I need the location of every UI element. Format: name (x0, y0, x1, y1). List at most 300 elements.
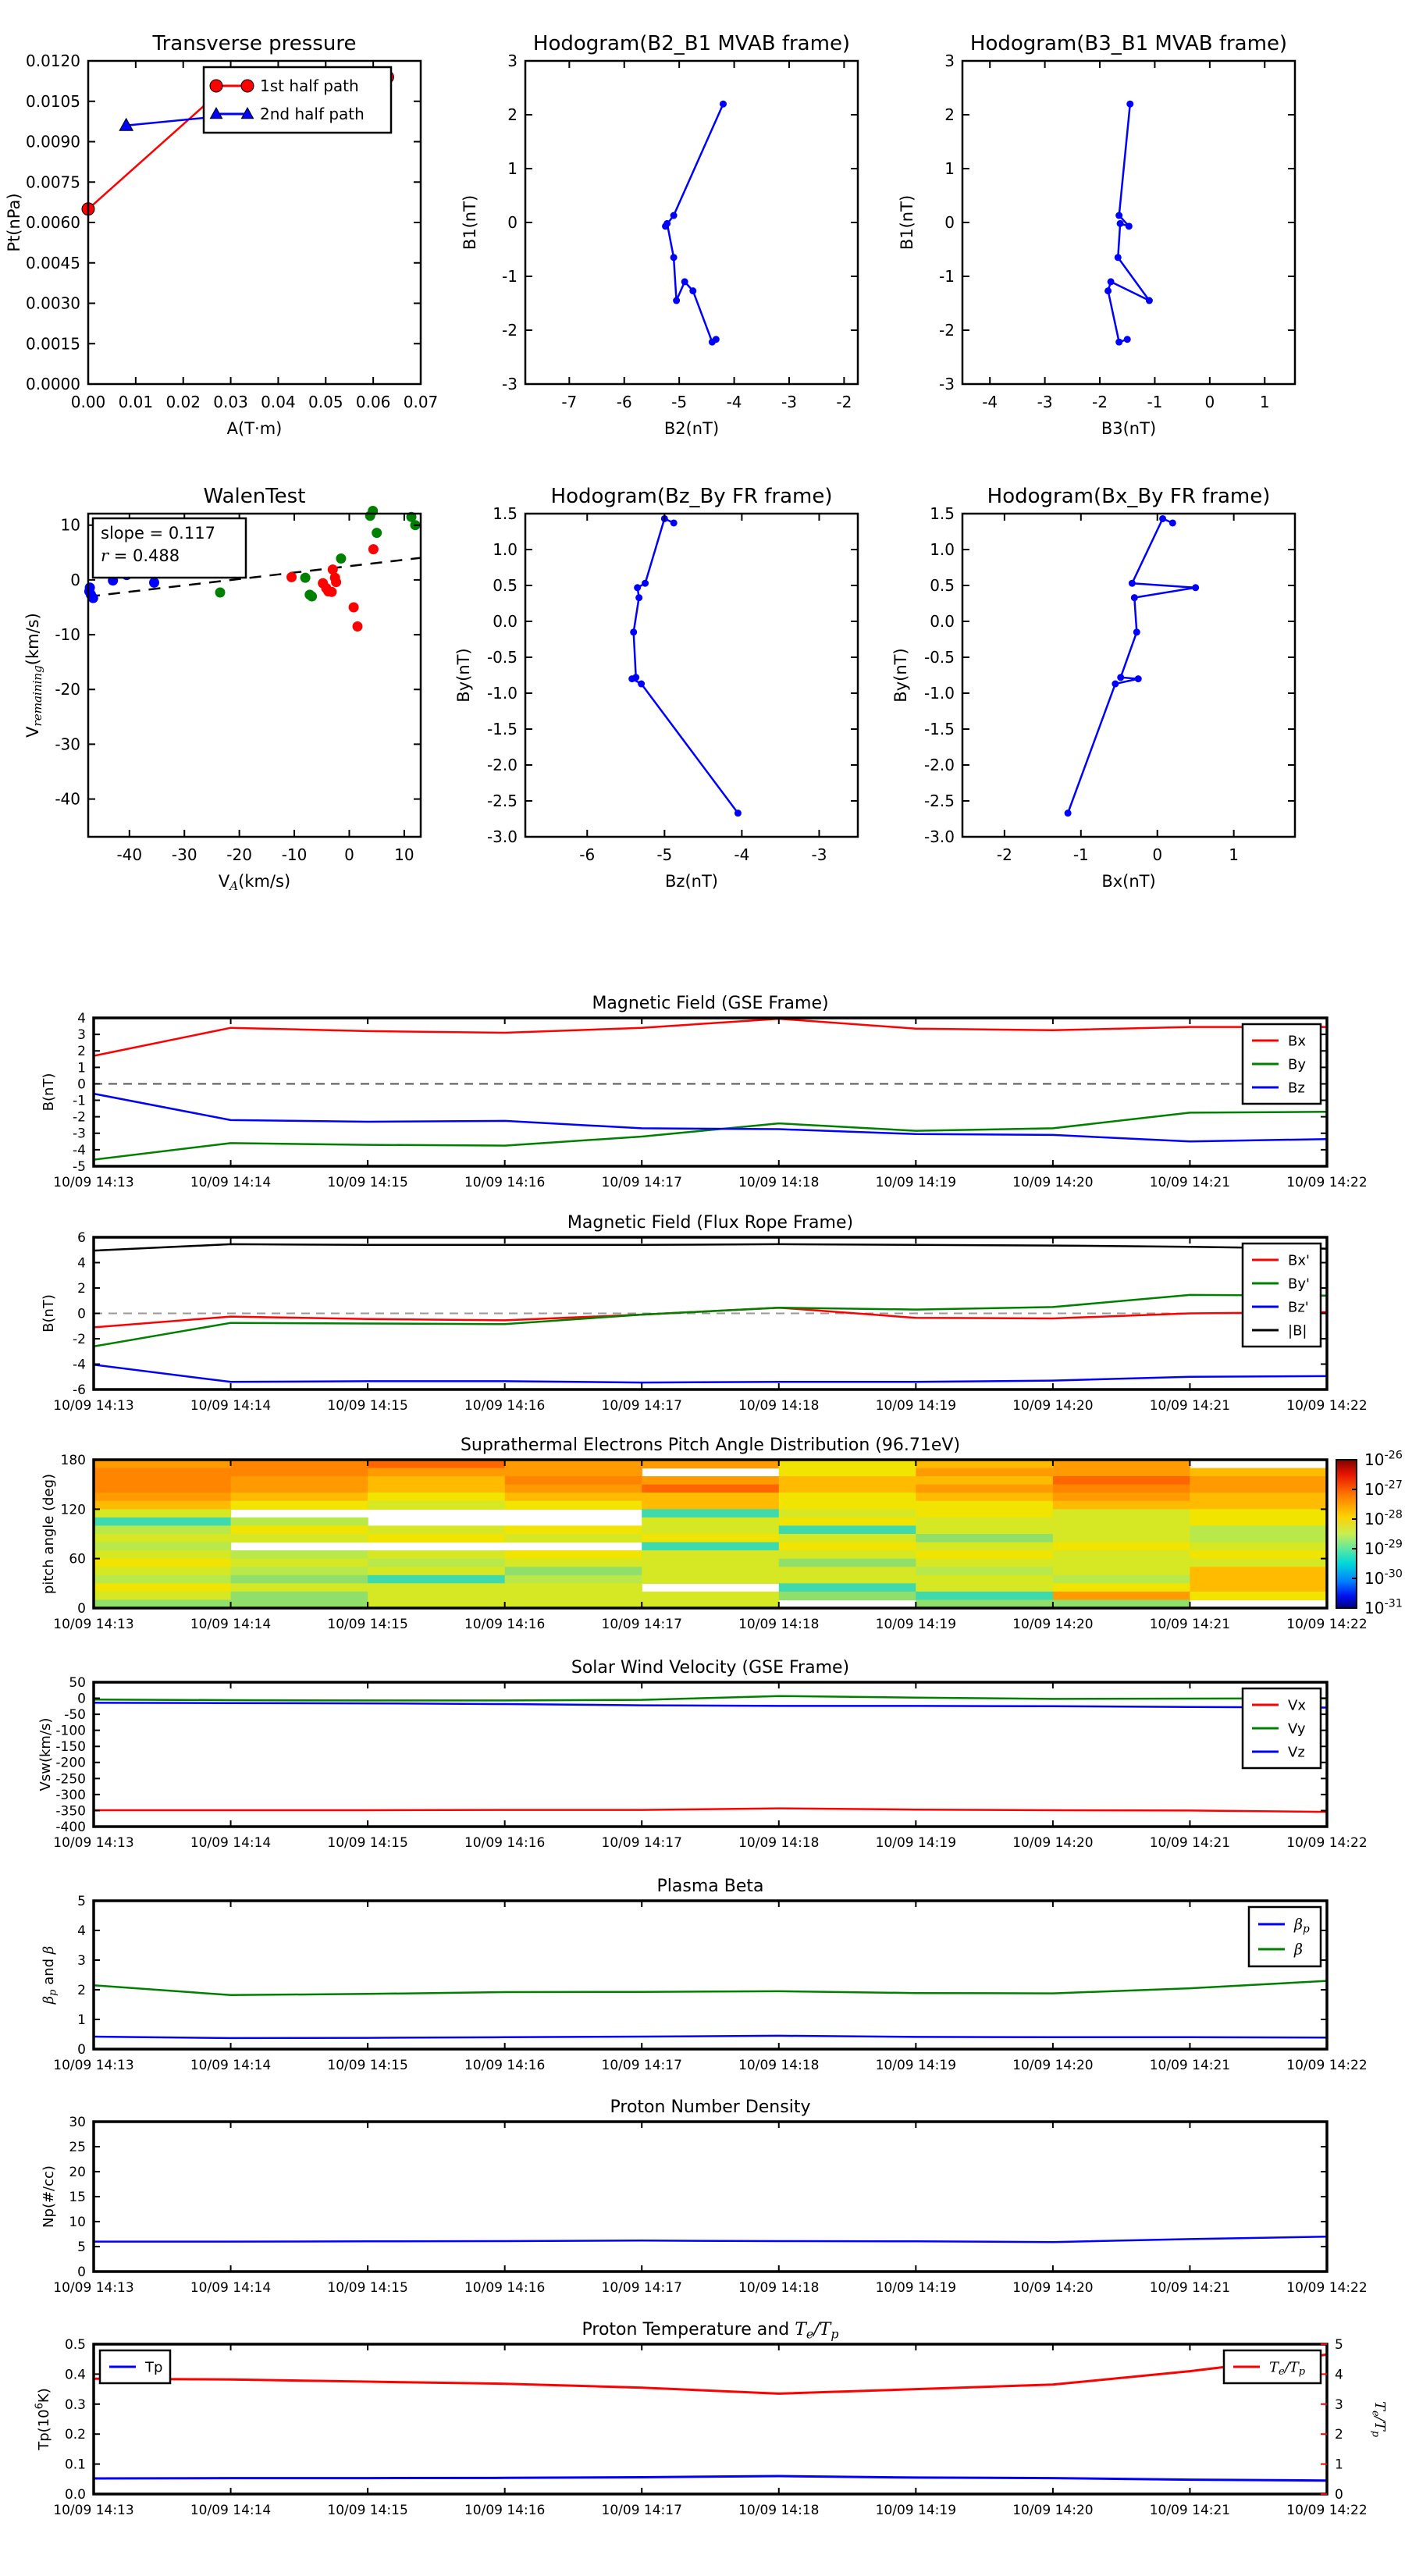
mag-gse (41, 994, 1368, 1190)
heatmap-cell (1190, 1525, 1327, 1534)
marker (1169, 519, 1176, 526)
heatmap-cell (642, 1542, 779, 1551)
heatmap-cell (231, 1575, 368, 1584)
series-Np (94, 2236, 1327, 2242)
y-tick-label: 3 (507, 52, 518, 70)
legend (1243, 1688, 1321, 1768)
y-tick-label: 25 (69, 2139, 86, 2155)
x-tick-label: -10 (281, 845, 308, 864)
x-tick-label: 0.05 (308, 393, 343, 411)
heatmap-cell (1190, 1542, 1327, 1551)
marker (1146, 297, 1153, 304)
x-tick-label: 10/09 14:19 (875, 2503, 957, 2518)
heatmap-cell (642, 1476, 779, 1485)
y-tick-label: -0.5 (486, 648, 518, 667)
x-tick-label: 10/09 14:22 (1286, 1175, 1368, 1190)
marker (632, 674, 639, 681)
point-walen-green (372, 528, 382, 538)
heatmap-cell (505, 1476, 642, 1485)
proton-density (41, 2097, 1368, 2296)
colorbar-label: $10^{-27}$ (1364, 1478, 1403, 1499)
legend-label: Vx (1288, 1697, 1306, 1714)
heatmap-cell (231, 1534, 368, 1542)
y2-axis-label: $T_e/T_p$ (1369, 2400, 1388, 2438)
y-tick-label: -2.0 (486, 756, 518, 774)
heatmap-cell (1053, 1485, 1190, 1493)
y-tick-label: -2 (73, 1331, 86, 1347)
heatmap-cell (368, 1493, 505, 1501)
marker (1126, 101, 1133, 108)
y-tick-label: 0.0000 (26, 375, 80, 393)
marker (1112, 681, 1119, 688)
x-tick-label: 10/09 14:15 (327, 1617, 408, 1632)
y-axis-label: By(nT) (891, 648, 910, 703)
x-tick-label: 10/09 14:14 (190, 1398, 272, 1414)
heatmap-cell (642, 1567, 779, 1575)
x-tick-label: -4 (734, 845, 750, 864)
heatmap-cell (779, 1534, 916, 1542)
y-tick-label: -150 (55, 1739, 86, 1756)
heatmap-cell (916, 1592, 1053, 1600)
x-tick-label: 10/09 14:21 (1149, 1835, 1231, 1851)
heatmap-cell (1190, 1592, 1327, 1600)
x-tick-label: 10/09 14:18 (738, 1617, 820, 1632)
x-tick-label: 10/09 14:16 (464, 1835, 546, 1851)
y-tick-label: 3 (77, 1027, 86, 1044)
hodogram-b3b1 (898, 32, 1295, 438)
legend-label: Vz (1288, 1744, 1305, 1761)
y-tick-label: 2 (77, 1044, 86, 1060)
point-walen-red (368, 544, 379, 554)
marker (210, 80, 222, 92)
x-tick-label: 10/09 14:20 (1012, 1398, 1094, 1414)
y2-tick-label: 0 (1335, 2486, 1343, 2503)
series-Bx (94, 1019, 1327, 1056)
y-axis-label: B1(nT) (461, 194, 479, 251)
chart-title: Hodogram(B2_B1 MVAB frame) (532, 32, 851, 55)
y-tick-label: 180 (60, 1452, 86, 1468)
x-axis-label: Bx(nT) (1101, 872, 1156, 891)
legend (1224, 2350, 1321, 2383)
x-tick-label: -6 (616, 393, 632, 411)
heatmap-cell (505, 1485, 642, 1493)
y-tick-label: 1.5 (930, 504, 955, 523)
chart-title: Transverse pressure (152, 32, 357, 55)
heatmap-cell (94, 1485, 231, 1493)
x-tick-label: 0.04 (261, 393, 296, 411)
y-tick-label: 120 (60, 1502, 86, 1518)
marker (713, 336, 720, 343)
plot-frame (525, 61, 858, 384)
heatmap-cell (368, 1550, 505, 1559)
y-tick-label: -1.0 (923, 684, 955, 703)
heatmap-cell (916, 1534, 1053, 1542)
marker (642, 580, 649, 587)
chart-title: Hodogram(Bx_By FR frame) (987, 485, 1271, 508)
y-tick-label: 50 (69, 1674, 86, 1691)
y-tick-label: -40 (55, 789, 80, 809)
heatmap-cell (779, 1542, 916, 1551)
x-tick-label: -20 (226, 845, 252, 864)
series-Tp (94, 2476, 1327, 2481)
y-tick-label: 0.5 (930, 576, 955, 595)
chart-title: Solar Wind Velocity (GSE Frame) (571, 1658, 850, 1678)
heatmap-cell (368, 1501, 505, 1510)
y-tick-label: 4 (77, 1255, 86, 1272)
y-tick-label: 0 (77, 1691, 86, 1707)
y-tick-label: 2 (77, 1982, 86, 1998)
heatmap-cell (1053, 1592, 1190, 1600)
x-tick-label: 10/09 14:13 (53, 2058, 134, 2073)
y-tick-label: 0.0 (64, 2486, 86, 2503)
x-tick-label: 10/09 14:19 (875, 1175, 957, 1190)
y-tick-label: 0.0045 (26, 253, 80, 272)
marker (634, 584, 641, 591)
legend (1243, 1024, 1321, 1104)
y-tick-label: 15 (69, 2189, 86, 2205)
heatmap-cell (916, 1575, 1053, 1584)
y-tick-label: 4 (77, 1010, 86, 1026)
heatmap-cell (1053, 1525, 1190, 1534)
x-tick-label: 10/09 14:22 (1286, 2058, 1368, 2073)
marker (720, 101, 727, 108)
heatmap-cell (505, 1493, 642, 1501)
marker (1129, 580, 1136, 587)
y-axis-label: $\beta_p$ and β (41, 1945, 59, 2005)
legend-label: Bz (1288, 1080, 1305, 1097)
heatmap-cell (1190, 1509, 1327, 1517)
heatmap-cell (231, 1567, 368, 1575)
y-tick-label: -350 (55, 1803, 86, 1820)
marker (1115, 254, 1122, 261)
x-tick-label: 1 (1229, 845, 1240, 864)
y-tick-label: 0 (77, 1306, 86, 1322)
heatmap-cell (642, 1575, 779, 1584)
legend-label: By' (1288, 1276, 1310, 1293)
heatmap-cell (94, 1525, 231, 1534)
heatmap-cell (368, 1485, 505, 1493)
x-tick-label: 10/09 14:19 (875, 1617, 957, 1632)
y-tick-label: 5 (77, 2239, 86, 2255)
x-tick-label: -5 (671, 393, 688, 411)
x-tick-label: 10/09 14:13 (53, 1175, 134, 1190)
x-tick-label: 10/09 14:17 (601, 1835, 682, 1851)
heatmap-cell (368, 1534, 505, 1542)
x-tick-label: 10/09 14:15 (327, 2503, 408, 2518)
y-tick-label: 2 (77, 1280, 86, 1297)
mag-fr (41, 1213, 1368, 1414)
y-tick-label: 0.0015 (26, 334, 80, 354)
x-tick-label: 0.03 (213, 393, 248, 411)
x-tick-label: 10/09 14:15 (327, 1175, 408, 1190)
x-tick-label: -1 (1147, 393, 1163, 411)
hodogram-bzby (454, 485, 858, 891)
series-By' (94, 1295, 1327, 1347)
y-tick-label: 60 (69, 1551, 86, 1567)
plot-frame (94, 2344, 1327, 2494)
y-tick-label: -250 (55, 1771, 86, 1788)
heatmap-cell (94, 1559, 231, 1567)
x-tick-label: 1 (1259, 393, 1270, 411)
y-tick-label: 3 (944, 52, 955, 70)
x-tick-label: 10/09 14:14 (190, 1835, 272, 1851)
chart-title: Plasma Beta (656, 1877, 764, 1896)
x-tick-label: 10/09 14:20 (1012, 1617, 1094, 1632)
y-tick-label: 6 (77, 1229, 86, 1246)
y-tick-label: 0.0 (493, 612, 518, 631)
marker (1131, 594, 1138, 601)
x-tick-label: -30 (171, 845, 197, 864)
x-tick-label: -7 (561, 393, 578, 411)
x-tick-label: 10/09 14:20 (1012, 2280, 1094, 2296)
chart-title: Proton Temperature and $T_e/T_p$ (582, 2320, 839, 2342)
heatmap-cell (642, 1550, 779, 1559)
heatmap-cell (1053, 1509, 1190, 1517)
x-tick-label: -2 (1092, 393, 1108, 411)
marker (1108, 278, 1115, 285)
heatmap-cell (779, 1493, 916, 1501)
y-tick-label: 0.0030 (26, 294, 80, 313)
y-tick-label: 0.0075 (26, 173, 80, 192)
y-tick-label: 4 (77, 1923, 86, 1939)
heatmap-cell (94, 1534, 231, 1542)
heatmap-cell (231, 1517, 368, 1526)
heatmap-cell (231, 1592, 368, 1600)
x-tick-label: 10/09 14:17 (601, 1617, 682, 1632)
x-tick-label: 10/09 14:21 (1149, 2503, 1231, 2518)
x-tick-label: 10/09 14:16 (464, 1175, 546, 1190)
heatmap-cell (231, 1485, 368, 1493)
marker (1126, 222, 1133, 229)
heatmap-cell (1190, 1575, 1327, 1584)
y-tick-label: 1.0 (930, 540, 955, 559)
colorbar-label: $10^{-26}$ (1364, 1449, 1403, 1469)
heatmap-cell (505, 1534, 642, 1542)
point-walen-green (307, 592, 317, 602)
series-Vz (94, 1703, 1327, 1707)
point-walen-green (301, 573, 311, 583)
x-tick-label: 10/09 14:16 (464, 1398, 546, 1414)
heatmap-cell (94, 1542, 231, 1551)
heatmap-cell (779, 1592, 916, 1600)
y-tick-label: -4 (73, 1357, 86, 1373)
heatmap-cell (779, 1550, 916, 1559)
x-tick-label: 0.00 (70, 393, 106, 411)
heatmap-cell (1190, 1468, 1327, 1477)
x-tick-label: 10/09 14:21 (1149, 1398, 1231, 1414)
x-tick-label: 10/09 14:18 (738, 1398, 820, 1414)
heatmap-cell (505, 1567, 642, 1575)
y-tick-label: -0.5 (923, 648, 955, 667)
y-tick-label: 0.5 (64, 2336, 86, 2353)
annotation-line: slope = 0.117 (101, 523, 215, 543)
marker (630, 628, 637, 635)
y-tick-label: 0.2 (64, 2427, 86, 2443)
x-axis-label: A(T·m) (226, 419, 283, 438)
x-tick-label: 10/09 14:21 (1149, 1175, 1231, 1190)
y-tick-label: 3 (77, 1952, 86, 1969)
series-Vx (94, 1809, 1327, 1813)
x-tick-label: 10/09 14:18 (738, 2503, 820, 2518)
x-tick-label: 10/09 14:13 (53, 1617, 134, 1632)
heatmap-cell (916, 1559, 1053, 1567)
y-tick-label: -20 (55, 680, 80, 699)
y-tick-label: -3.0 (486, 827, 518, 846)
y-tick-label: 0 (507, 213, 518, 232)
marker (1159, 515, 1166, 522)
heatmap-cell (94, 1476, 231, 1485)
legend-label: 1st half path (260, 76, 359, 95)
chart-title: Hodogram(B3_B1 MVAB frame) (969, 32, 1288, 55)
y-axis-label: $Tp(10^6K)$ (34, 2388, 52, 2450)
x-tick-label: -4 (982, 393, 998, 411)
x-axis-label: $V_A(km/s)$ (218, 872, 291, 894)
heatmap-cell (642, 1509, 779, 1517)
plot-frame (962, 514, 1295, 837)
hodogram-bxby (891, 485, 1295, 891)
legend-label: Bx (1288, 1033, 1307, 1050)
y-tick-label: 0 (77, 2041, 86, 2058)
x-tick-label: 10/09 14:15 (327, 1835, 408, 1851)
heatmap-cell (642, 1559, 779, 1567)
x-tick-label: 10/09 14:22 (1286, 2280, 1368, 2296)
legend-label: $T_e/T_p$ (1269, 2359, 1306, 2378)
colorbar-label: $10^{-28}$ (1364, 1508, 1403, 1528)
chart-title: WalenTest (203, 485, 306, 508)
legend-label: By (1288, 1056, 1307, 1073)
y-tick-label: -3 (73, 1126, 86, 1142)
x-tick-label: 10/09 14:19 (875, 2058, 957, 2073)
heatmap-cell (368, 1592, 505, 1600)
x-tick-label: -2 (996, 845, 1012, 864)
heatmap-cell (231, 1525, 368, 1534)
marker (1135, 675, 1142, 682)
heatmap-cell (1190, 1517, 1327, 1526)
series-By (94, 1112, 1327, 1159)
heatmap-cell (1190, 1501, 1327, 1510)
heatmap-cell (916, 1493, 1053, 1501)
marker (1124, 336, 1131, 343)
marker (241, 80, 254, 92)
y2-tick-label: 4 (1335, 2367, 1343, 2383)
heatmap-cell (1190, 1493, 1327, 1501)
y-tick-label: 1.0 (493, 540, 518, 559)
transverse-pressure (5, 32, 438, 438)
heatmap-cell (1053, 1501, 1190, 1510)
x-tick-label: 10/09 14:13 (53, 1835, 134, 1851)
y-tick-label: -1 (939, 267, 955, 286)
colorbar-label: $10^{-31}$ (1364, 1597, 1403, 1617)
heatmap-cell (916, 1525, 1053, 1534)
series-Te/Tp (94, 2354, 1327, 2393)
y-tick-label: 0.0090 (26, 132, 80, 151)
legend-label: Bz' (1288, 1299, 1309, 1316)
y-tick-label: 0 (77, 1076, 86, 1093)
colorbar (1336, 1460, 1357, 1608)
heatmap-cell (642, 1493, 779, 1501)
x-tick-label: 10/09 14:13 (53, 2503, 134, 2518)
heatmap-cell (368, 1567, 505, 1575)
x-tick-label: 10/09 14:22 (1286, 1617, 1368, 1632)
point-walen-green (215, 588, 226, 598)
x-tick-label: 10/09 14:19 (875, 1398, 957, 1414)
marker (670, 254, 678, 261)
heatmap-cell (368, 1476, 505, 1485)
y2-tick-label: 2 (1335, 2427, 1343, 2443)
x-tick-label: 10/09 14:16 (464, 2503, 546, 2518)
heatmap-cell (1053, 1583, 1190, 1592)
heatmap-cell (779, 1468, 916, 1477)
heatmap-cell (94, 1550, 231, 1559)
x-tick-label: 10/09 14:14 (190, 1175, 272, 1190)
point-walen-blue (149, 578, 159, 588)
x-tick-label: 10/09 14:14 (190, 2503, 272, 2518)
point-walen-red (326, 587, 336, 597)
y-axis-label: B1(nT) (898, 194, 916, 251)
x-tick-label: 0 (1204, 393, 1215, 411)
x-tick-label: -2 (836, 393, 852, 411)
x-tick-label: 10/09 14:17 (601, 1398, 682, 1414)
y-tick-label: -2 (502, 321, 518, 340)
heatmap-cell (94, 1501, 231, 1510)
plot-frame (94, 1901, 1327, 2049)
y-tick-label: 0.4 (64, 2367, 86, 2383)
x-tick-label: -3 (781, 393, 797, 411)
y-tick-label: -100 (55, 1723, 86, 1739)
heatmap-cell (505, 1575, 642, 1584)
y-tick-label: -1.0 (486, 684, 518, 703)
heatmap-cell (779, 1525, 916, 1534)
point-walen-red (349, 603, 359, 613)
heatmap-cell (916, 1476, 1053, 1485)
heatmap-cell (1053, 1575, 1190, 1584)
colorbar-label: $10^{-30}$ (1364, 1567, 1403, 1588)
heatmap-cell (1053, 1534, 1190, 1542)
marker (663, 220, 670, 227)
heatmap-cell (779, 1583, 916, 1592)
heatmap-cell (231, 1501, 368, 1510)
heatmap-cell (779, 1567, 916, 1575)
y-tick-label: -2.5 (923, 792, 955, 810)
point-walen-red (286, 572, 297, 582)
series-Vy (94, 1696, 1327, 1701)
chart-title: Magnetic Field (Flux Rope Frame) (567, 1213, 854, 1233)
walen-test (23, 485, 421, 893)
heatmap-cell (505, 1501, 642, 1510)
heatmap-cell (94, 1567, 231, 1575)
heatmap-cell (1053, 1550, 1190, 1559)
y2-tick-label: 3 (1335, 2396, 1343, 2413)
x-tick-label: -5 (656, 845, 673, 864)
y-tick-label: -3 (502, 375, 518, 393)
heatmap-cell (505, 1583, 642, 1592)
heatmap-cell (1053, 1567, 1190, 1575)
y-tick-label: -300 (55, 1787, 86, 1803)
heatmap-cell (642, 1485, 779, 1493)
heatmap-cell (916, 1509, 1053, 1517)
y-tick-label: 0.5 (493, 576, 518, 595)
heatmap-cell (916, 1550, 1053, 1559)
y-tick-label: 10 (60, 515, 80, 535)
heatmap-cell (779, 1559, 916, 1567)
annotation-line: r = 0.488 (101, 546, 180, 565)
point-walen-green (336, 553, 346, 564)
heatmap-cell (1190, 1550, 1327, 1559)
x-tick-label: 10/09 14:15 (327, 2058, 408, 2073)
x-tick-label: 10/09 14:18 (738, 2280, 820, 2296)
heatmap-cell (231, 1583, 368, 1592)
x-axis-label: B3(nT) (1101, 419, 1157, 438)
